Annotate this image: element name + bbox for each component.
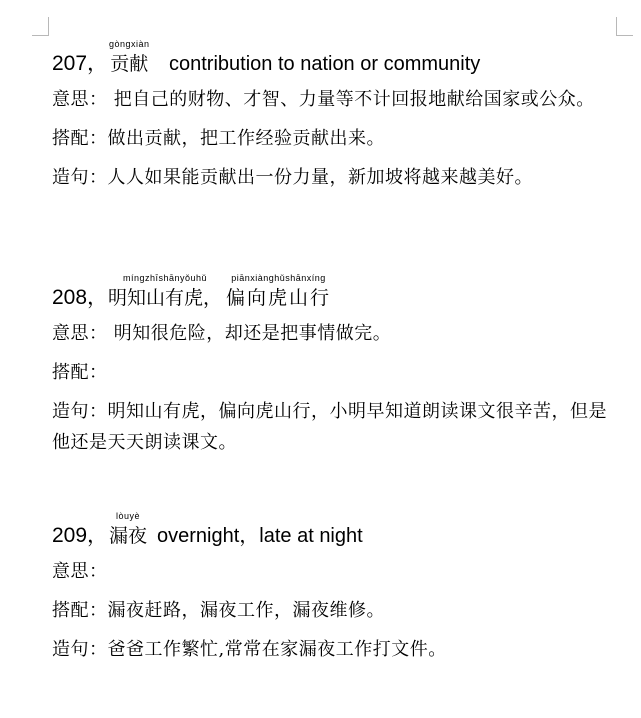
entry-number: 209， (52, 524, 109, 547)
sentence-text: 造句：爸爸工作繁忙,常常在家漏夜工作打文件。 (52, 639, 447, 660)
pinyin: piānxiànghǔshānxíng (231, 273, 326, 283)
headword (108, 273, 331, 310)
headword (109, 39, 150, 76)
headword-text: 漏夜 (109, 525, 148, 547)
meaning-text: 意思： 把自己的财物、才智、力量等不计回报地献给国家或公众。 (52, 89, 595, 110)
meaning-text: 意思： (52, 561, 108, 582)
entry-heading (52, 36, 622, 76)
headword-text: 偏向虎山行 (226, 287, 332, 309)
headword-text: 贡献 (110, 53, 149, 75)
pinyin: míngzhīshānyǒuhǔ (122, 273, 208, 283)
headword (109, 511, 147, 548)
meaning-text: 意思： 明知很危险，却还是把事情做完。 (52, 323, 392, 344)
pinyin: gòngxiàn (109, 39, 150, 49)
entry-number: 208， (52, 286, 109, 309)
entry-207 (52, 36, 622, 193)
english-gloss: overnight，late at night (157, 525, 363, 547)
page-corner-mark-left (32, 17, 49, 36)
page-corner-mark-right (616, 17, 633, 36)
entry-number: 207， (52, 52, 109, 75)
collocation-text: 搭配： (52, 362, 108, 383)
sentence-text: 造句：人人如果能贡献出一份力量，新加坡将越来越美好。 (52, 167, 533, 188)
collocation-text: 搭配：做出贡献，把工作经验贡献出来。 (52, 128, 385, 149)
entry-heading (52, 270, 622, 310)
english-gloss: contribution to nation or community (169, 53, 481, 75)
entry-208 (52, 270, 622, 458)
entry-209 (52, 508, 622, 665)
collocation-text: 搭配：漏夜赶路，漏夜工作，漏夜维修。 (52, 600, 385, 621)
entry-heading (52, 508, 622, 548)
sentence-text: 造句：明知山有虎，偏向虎山行，小明早知道朗读课文很辛苦，但是他还是天天朗读课文。 (52, 401, 607, 453)
pinyin: lòuyè (116, 511, 141, 521)
headword-text: 明知山有虎， (108, 287, 223, 309)
